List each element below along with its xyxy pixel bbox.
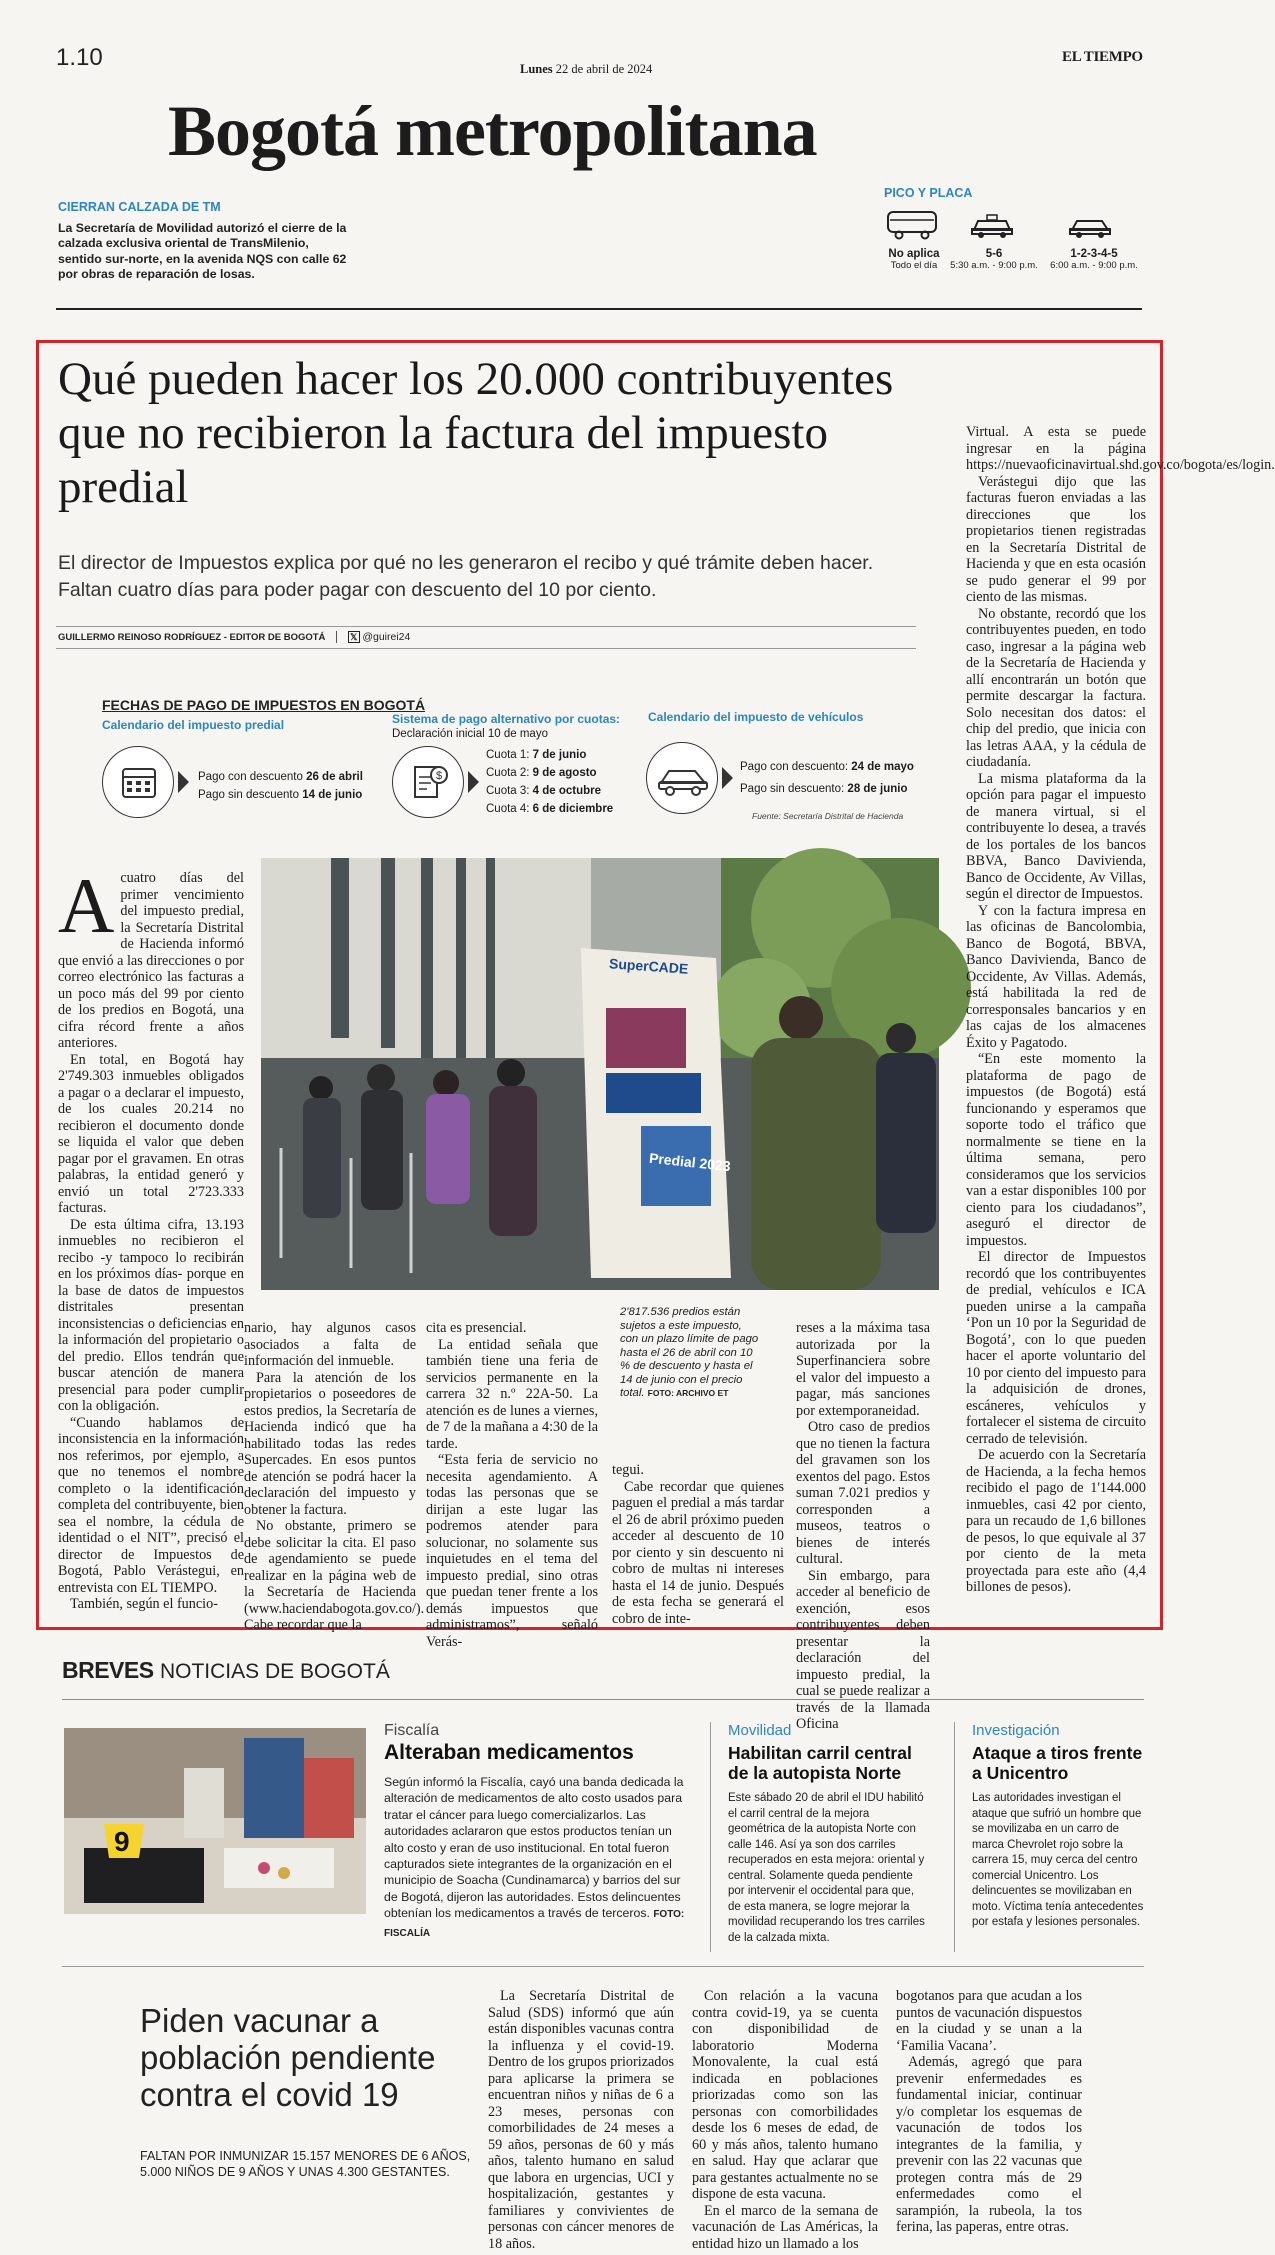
brief-movilidad-head: Habilitan carril central de la autopista Norte [728,1743,912,1783]
info-predial-line-1-date: 26 de abril [306,771,363,783]
byline-handle[interactable]: @guirei24 [362,631,411,643]
article-col-5 [796,1320,930,1732]
article-paragraph: “En este momento la plataforma de pago de impuestos (de Bogotá) está funcionando y esperamos que soporte todo el tráfico que normalmente se tiene en la última semana, pero consideramos que los servicios van a estar disponibles 100 por ciento para los ciudadanos”, aseguró el director de impuestos. [966,1051,1146,1249]
breves-bottom-rule [62,1966,1144,1967]
arrow-icon [722,767,733,789]
byline-rule-bottom [56,648,916,649]
info-predial-lines [198,768,363,804]
info-veh-line-2 [740,778,914,800]
vacuna-sub: FALTAN POR INMUNIZAR 15.157 MENORES DE 6 AÑOS, 5.000 NIÑOS DE 9 AÑOS Y UNAS 4.300 GESTANTES. [140,2149,471,2179]
info-alt-line-4-text: Cuota 4: [486,803,533,815]
info-predial-line-2-text: Pago sin descuento [198,789,303,801]
info-predial-line-1 [198,768,363,786]
article-col-4 [612,1462,784,1627]
brand-logo: EL TIEMPO [1062,49,1143,65]
article-paragraph: Virtual. A esta se puede ingresar en la página https://nuevaoficinavirtual.shd.gov.co/bogota/es/login. [966,424,1275,473]
breves-label [62,1657,390,1684]
dropcap: A [58,862,115,949]
pico-y-placa [884,186,1144,276]
brief-investigacion-text: Las autoridades investigan el ataque que sufrió un hombre que se movilizaba en un carro de marca Chevrolet rojo sobre la carrera 15, muy cerca del centro comercial Unicentro. Los delincuentes se movilizaban en moto. Víctima tenía antecedentes por estafa y lesiones personales. [972,1792,1144,1928]
article-paragraph: cita es presencial. [426,1320,527,1336]
info-veh-line-2-date: 28 de junio [847,783,908,795]
info-alt-line-4 [486,800,613,818]
article-paragraph: Sin embargo, para acceder al beneficio de exención, esos contribuyentes deben presentar la declaración del impuesto predial, la cual se puede realizar a través de la llamada Oficina [796,1567,930,1732]
x-icon: 𝕏 [348,631,360,643]
pico-bus-sub: Todo el día [890,260,938,271]
info-predial-line-1-text: Pago con descuento [198,771,307,783]
pico-car-sub: 6:00 a.m. - 9:00 p.m. [1050,260,1138,271]
article-headline: Qué pueden hacer los 20.000 contribuyentes que no recibieron la factura del impuesto predial [58,353,894,513]
info-veh-title: Calendario del impuesto de vehículos [648,710,864,724]
info-veh-line-1 [740,756,914,778]
brief-fiscalia-body: Según informó la Fiscalía, cayó una banda dedicada la alteración de medicamentos de alto costo usados para tratar el cáncer para luego comercializarlos. Las autoridades aclararon que estos productos tenían un alto costo y eran de uso institucional. En total fueron capturados siete integrantes de la organización en el municipio de Soacha (Cundinamarca) y barrios del sur de Bogotá, dijeron las autoridades. Estos delincuentes obtenían los medicamentos a través de terceros. [384,1775,684,1921]
info-predial-line-2 [198,786,363,804]
info-alt-sub: Declaración inicial 10 de mayo [392,728,548,740]
photo-sign: SuperCADE [608,955,689,977]
date-weekday: Lunes [520,62,553,76]
article-dek: El director de Impuestos explica por qué no les generaron el recibo y qué trámite deben hacer. Faltan cuatro días para poder pagar con descuento del 10 por ciento. [58,552,874,601]
article-col-2 [244,1320,425,1633]
breves-label-rest: NOTICIAS DE BOGOTÁ [159,1660,390,1683]
photo-caption-text: 2'817.536 predios están sujetos a este impuesto, con un plazo límite de pago hasta el 26 de abril con 10 % de descuento y hasta el 14 de junio con el precio total. [620,1306,759,1399]
invoice-icon [392,746,464,818]
article-paragraph: tegui. [612,1462,644,1478]
top-note-kicker: CIERRAN CALZADA DE TM [58,200,221,214]
info-alt-title: Sistema de pago alternativo por cuotas: [392,712,621,726]
info-predial-title: Calendario del impuesto predial [102,718,285,732]
brief-fiscalia-head: Alteraban medicamentos [384,1741,634,1764]
brief-movilidad-text: Este sábado 20 de abril el IDU habilitó el carril central de la mejora geométrica de la autopista Norte con calle 146. Así ya son dos carriles recuperados en esta mejora: oriental y central. Solamente queda pendiente por intervenir el occidental para que, de esta manera, se logre mejorar la movilidad recuperando los tres carriles de la calzada mixta. [728,1792,925,1944]
photo-credit: FOTO: ARCHIVO ET [647,1388,729,1398]
brief-fiscalia-credit: FOTO: FISCALÍA [384,1909,685,1939]
brief-investigacion [972,1722,1150,1931]
article-paragraph: En total, en Bogotá hay 2'749.303 inmuebles obligados a pagar o a declarar el impuesto, de los cuales 20.214 no recibieron el documento donde se liquida el valor que deben pagar por el gravamen. En otras palabras, la entidad generó y envió un total 2'723.333 facturas. [58,1051,244,1216]
breves-divider-2 [954,1722,955,1952]
article-paragraph: Para la atención de los propietarios o poseedores de estos predios, la Secretaría de Hacienda indicó que ha habilitado todas las redes Supercades. En esos puntos de atención se podrá hacer la declaración del impuesto y obtener la factura. [244,1369,416,1518]
info-alt-line-2-text: Cuota 2: [486,767,533,779]
vacuna-col-2 [692,1988,878,2252]
breves-rule [62,1699,1144,1700]
info-source: Fuente: Secretaría Distrital de Hacienda [752,811,904,821]
pico-bus [884,248,944,271]
byline [58,631,410,643]
info-veh-line-1-date: 24 de mayo [851,761,914,773]
article-paragraph: La entidad señala que también tiene una feria de servicios permanente en la carrera 32 n.º 22A-50. La atención es de lunes a viernes, de 7 de la mañana a 4:30 de la tarde. [426,1336,598,1452]
byline-separator [336,631,337,643]
pico-title: PICO Y PLACA [884,186,973,200]
pico-taxi-label: 5-6 [985,248,1003,260]
vacuna-paragraph: En el marco de la semana de vacunación de Las Américas, la entidad hizo un llamado a los [692,2202,878,2252]
brief-fiscalia-text [384,1774,686,1942]
pico-taxi [944,248,1044,271]
info-alt-line-3 [486,782,613,800]
breves-label-bold: BREVES [62,1657,154,1683]
info-alt-line-2-date: 9 de agosto [532,767,597,779]
article-paragraph: La misma plataforma da la opción para pagar el impuesto de manera virtual, si el contribuyente lo desea, a través de los portales de los bancos BBVA, Banco Davivienda, Banco de Occidente, Av Villas, según el director de Impuestos. [966,770,1146,902]
top-note [58,200,348,283]
brief-movilidad-section: Movilidad [728,1722,792,1739]
info-alt-line-1 [486,746,613,764]
page-number: 1.10 [56,44,103,71]
pico-bus-label: No aplica [888,248,940,260]
vacuna-col-1 [488,1988,674,2252]
vacuna-col-3 [896,1988,1082,2238]
taxi-icon [970,212,1014,244]
article-paragraph: Cabe recordar que quienes paguen el predial a más tardar el 26 de abril próximo pueden acceder al descuento de 10 por ciento y sin descuento ni cobro de multas ni intereses hasta el 14 de junio. Después de esta fecha se generará el cobro de inte- [612,1478,784,1627]
info-veh-lines [740,756,914,800]
brief-fiscalia [384,1722,686,1942]
article-col-1 [58,862,244,1612]
photo-poster: Predial 2023 [648,1149,732,1175]
info-alt-line-1-date: 7 de junio [532,749,587,761]
info-veh-line-2-text: Pago sin descuento: [740,783,848,795]
article-col-6 [966,424,1275,1620]
byline-rule-top [56,626,916,627]
breves-divider-1 [710,1722,711,1952]
car-icon [646,742,718,814]
article-paragraph: De esta última cifra, 13.193 inmuebles no recibieron el recibo -y tampoco lo recibirán en los próximos días- porque en la base de datos de impuestos distritales presentan inconsistencias o deficiencias en la información del propietario o del predio. Ellos tendrán que buscar atención de manera presencial para poder cumplir con la obligación. [58,1216,244,1414]
article-paragraph: Verástegui dijo que las facturas fueron enviadas a las direcciones que los propietarios tienen registradas en la Secretaría Distrital de Hacienda y que en esta ocasión se pudo generar el 99 por ciento de las mismas. [966,473,1146,605]
pico-car-label: 1-2-3-4-5 [1070,248,1118,260]
article-paragraph: “Cuando hablamos de inconsistencia en la información nos referimos, por ejemplo, a que no tenemos el nombre completo o la identificación completa del contribuyente, bien sea el nombre, la cédula de identidad o el NIT”, precisó el director de Impuestos de Bogotá, Pablo Verástegui, en entrevista con EL TIEMPO. [58,1414,244,1596]
svg-text:$: $ [435,770,443,782]
article-paragraph: También, según el funcio- [70,1596,218,1612]
vacuna-paragraph: bogotanos para que acudan a los puntos de vacunación dispuestos en la ciudad y se unan a la ‘Familia Vacana’. [896,1988,1082,2054]
photo-caption [620,1306,760,1401]
vacuna-paragraph: La Secretaría Distrital de Salud (SDS) informó que aún están disponibles vacunas contra la influenza y el covid-19. Dentro de los grupos priorizados para aplicarse la primera se encuentran niños y niñas de 6 a 23 meses, personas con comorbilidades de 24 meses a 59 años, personas de 60 y más años, talento humano en salud que labora en urgencias, UCI y hospitalización, gestantes y familiares y convivientes de personas con cáncer menores de 18 años. [488,1988,674,2252]
info-predial-line-2-date: 14 de junio [302,789,363,801]
top-note-text: La Secretaría de Movilidad autorizó el cierre de la calzada exclusiva oriental de TransMilenio, sentido sur-norte, en la avenida NQS con calle 62 por obras de reparación de losas. [58,221,347,282]
arrow-icon [178,771,189,793]
supercade-photo [261,858,939,1290]
info-alt-line-4-date: 6 de diciembre [532,803,614,815]
issue-date [520,62,652,77]
header-rule [56,308,1142,310]
article-paragraph: No obstante, recordó que los contribuyentes pueden, en todo caso, ingresar a la página web de la Secretaría de Hacienda y allí encontrarán un botón que permite descargar la factura. Solo necesitan dos datos: el chip del predio, que inicia con las letras AAA, y la cédula de ciudadanía. [966,605,1146,770]
calendar-icon [102,746,174,818]
pico-taxi-sub: 5:30 a.m. - 9:00 p.m. [950,260,1038,271]
info-main-title: FECHAS DE PAGO DE IMPUESTOS EN BOGOTÁ [102,697,426,713]
brief-investigacion-section: Investigación [972,1722,1060,1739]
article-paragraph: “Esta feria de servicio no necesita agendamiento. A todas las personas que se dirijan a este lugar las podremos atender para solucionar, no solamente sus inquietudes en el tema del impuesto predial, sino otras que puedan tener frente a los demás impuestos que administramos”, señaló Verás- [426,1452,598,1650]
article-paragraph: De acuerdo con la Secretaría de Hacienda, a la fecha hemos recibido el pago de 1'144.000 inmuebles, casi 42 por ciento, para un recaudo de 1,6 billones de pesos, lo que equivale al 37 por ciento de la meta proyectada para este año (4,4 billones de pesos). [966,1447,1146,1595]
info-alt-line-2 [486,764,613,782]
article-paragraph: No obstante, primero se debe solicitar la cita. El paso de agendamiento se puede realizar en la página web de la Secretaría de Hacienda (www.haciendabogota.gov.co/). Cabe recordar que la [244,1518,425,1633]
brief-movilidad [728,1722,928,1946]
article-paragraph: El director de Impuestos recordó que los contribuyentes de predial, vehículos e ICA pueden unirse a la campaña ‘Pon un 10 por la Seguridad de Bogotá’, con lo que pueden hacer el aporte voluntario del 10 por ciento del impuesto para la adquisición de drones, escáneres, vehículos y fortalecer el sistema de circuito cerrado de televisión. [966,1249,1146,1447]
article-col-3 [426,1320,598,1650]
article-paragraph: nario, hay algunos casos asociados a falta de información del inmueble. [244,1320,416,1369]
article-paragraph: reses a la máxima tasa autorizada por la Superfinanciera sobre el valor del impuesto a pagar, más sanciones por extemporaneidad. [796,1320,930,1419]
brief-fiscalia-section: Fiscalía [384,1722,440,1739]
info-alt-line-3-date: 4 de octubre [532,785,602,797]
article-paragraph: Y con la factura impresa en las oficinas de Bancolombia, Banco de Bogotá, BBVA, Banco Davivienda, Banco de Occidente, Av Villas. Además, está habilitada la red de corresponsales bancarios y en las cajas de los almacenes Éxito y Pagatodo. [966,902,1146,1051]
car-icon [1068,214,1112,244]
fiscalia-photo [64,1728,366,1914]
date-rest: 22 de abril de 2024 [555,62,653,76]
article-paragraph: Otro caso de predios que no tienen la factura del gravamen son los exentos del pago. Estos suman 7.021 predios y corresponden a museos, teatros o bienes de interés cultural. [796,1419,930,1567]
info-alt-line-3-text: Cuota 3: [486,785,533,797]
evidence-marker: 9 [114,1826,130,1857]
vacuna-paragraph: Además, agregó que para prevenir enfermedades es fundamental iniciar, continuar y/o completar los esquemas de vacunación de todos los integrantes de la familia, y prevenir con las 22 vacunas que protegen contra más de 29 enfermedades como el sarampión, la rubeola, la tos ferina, las paperas, entre otras. [896,2054,1082,2235]
info-veh-line-1-text: Pago con descuento: [740,761,852,773]
arrow-icon [468,771,479,793]
info-alt-line-1-text: Cuota 1: [486,749,533,761]
bus-icon [886,210,938,244]
info-alt-lines [486,746,613,818]
vacuna-headline: Piden vacunar a población pendiente contra el covid 19 [140,2002,436,2113]
byline-author: GUILLERMO REINOSO RODRÍGUEZ - EDITOR DE BOGOTÁ [58,632,326,643]
article-paragraph: cuatro días del primer vencimiento del impuesto predial, la Secretaría Distrital de Hacienda informó que envió a las direcciones o por correo electrónico las facturas a un poco más del 99 por ciento de los predios en Bogotá, una cifra récord frente a años anteriores. [58,870,244,1051]
section-title: Bogotá metropolitana [168,91,817,171]
vacuna-paragraph: Con relación a la vacuna contra covid-19, ya se cuenta con disponibilidad de laboratorio Moderna Monovalente, la cual está indicada en poblaciones priorizadas como son las personas con comorbilidades desde los 6 meses de edad, de 60 y más años, talento humano en salud. Hay que aclarar que para gestantes actualmente no se dispone de esta vacuna. [692,1988,878,2202]
brief-investigacion-head: Ataque a tiros frente a Unicentro [972,1743,1143,1783]
pico-car [1044,248,1144,271]
